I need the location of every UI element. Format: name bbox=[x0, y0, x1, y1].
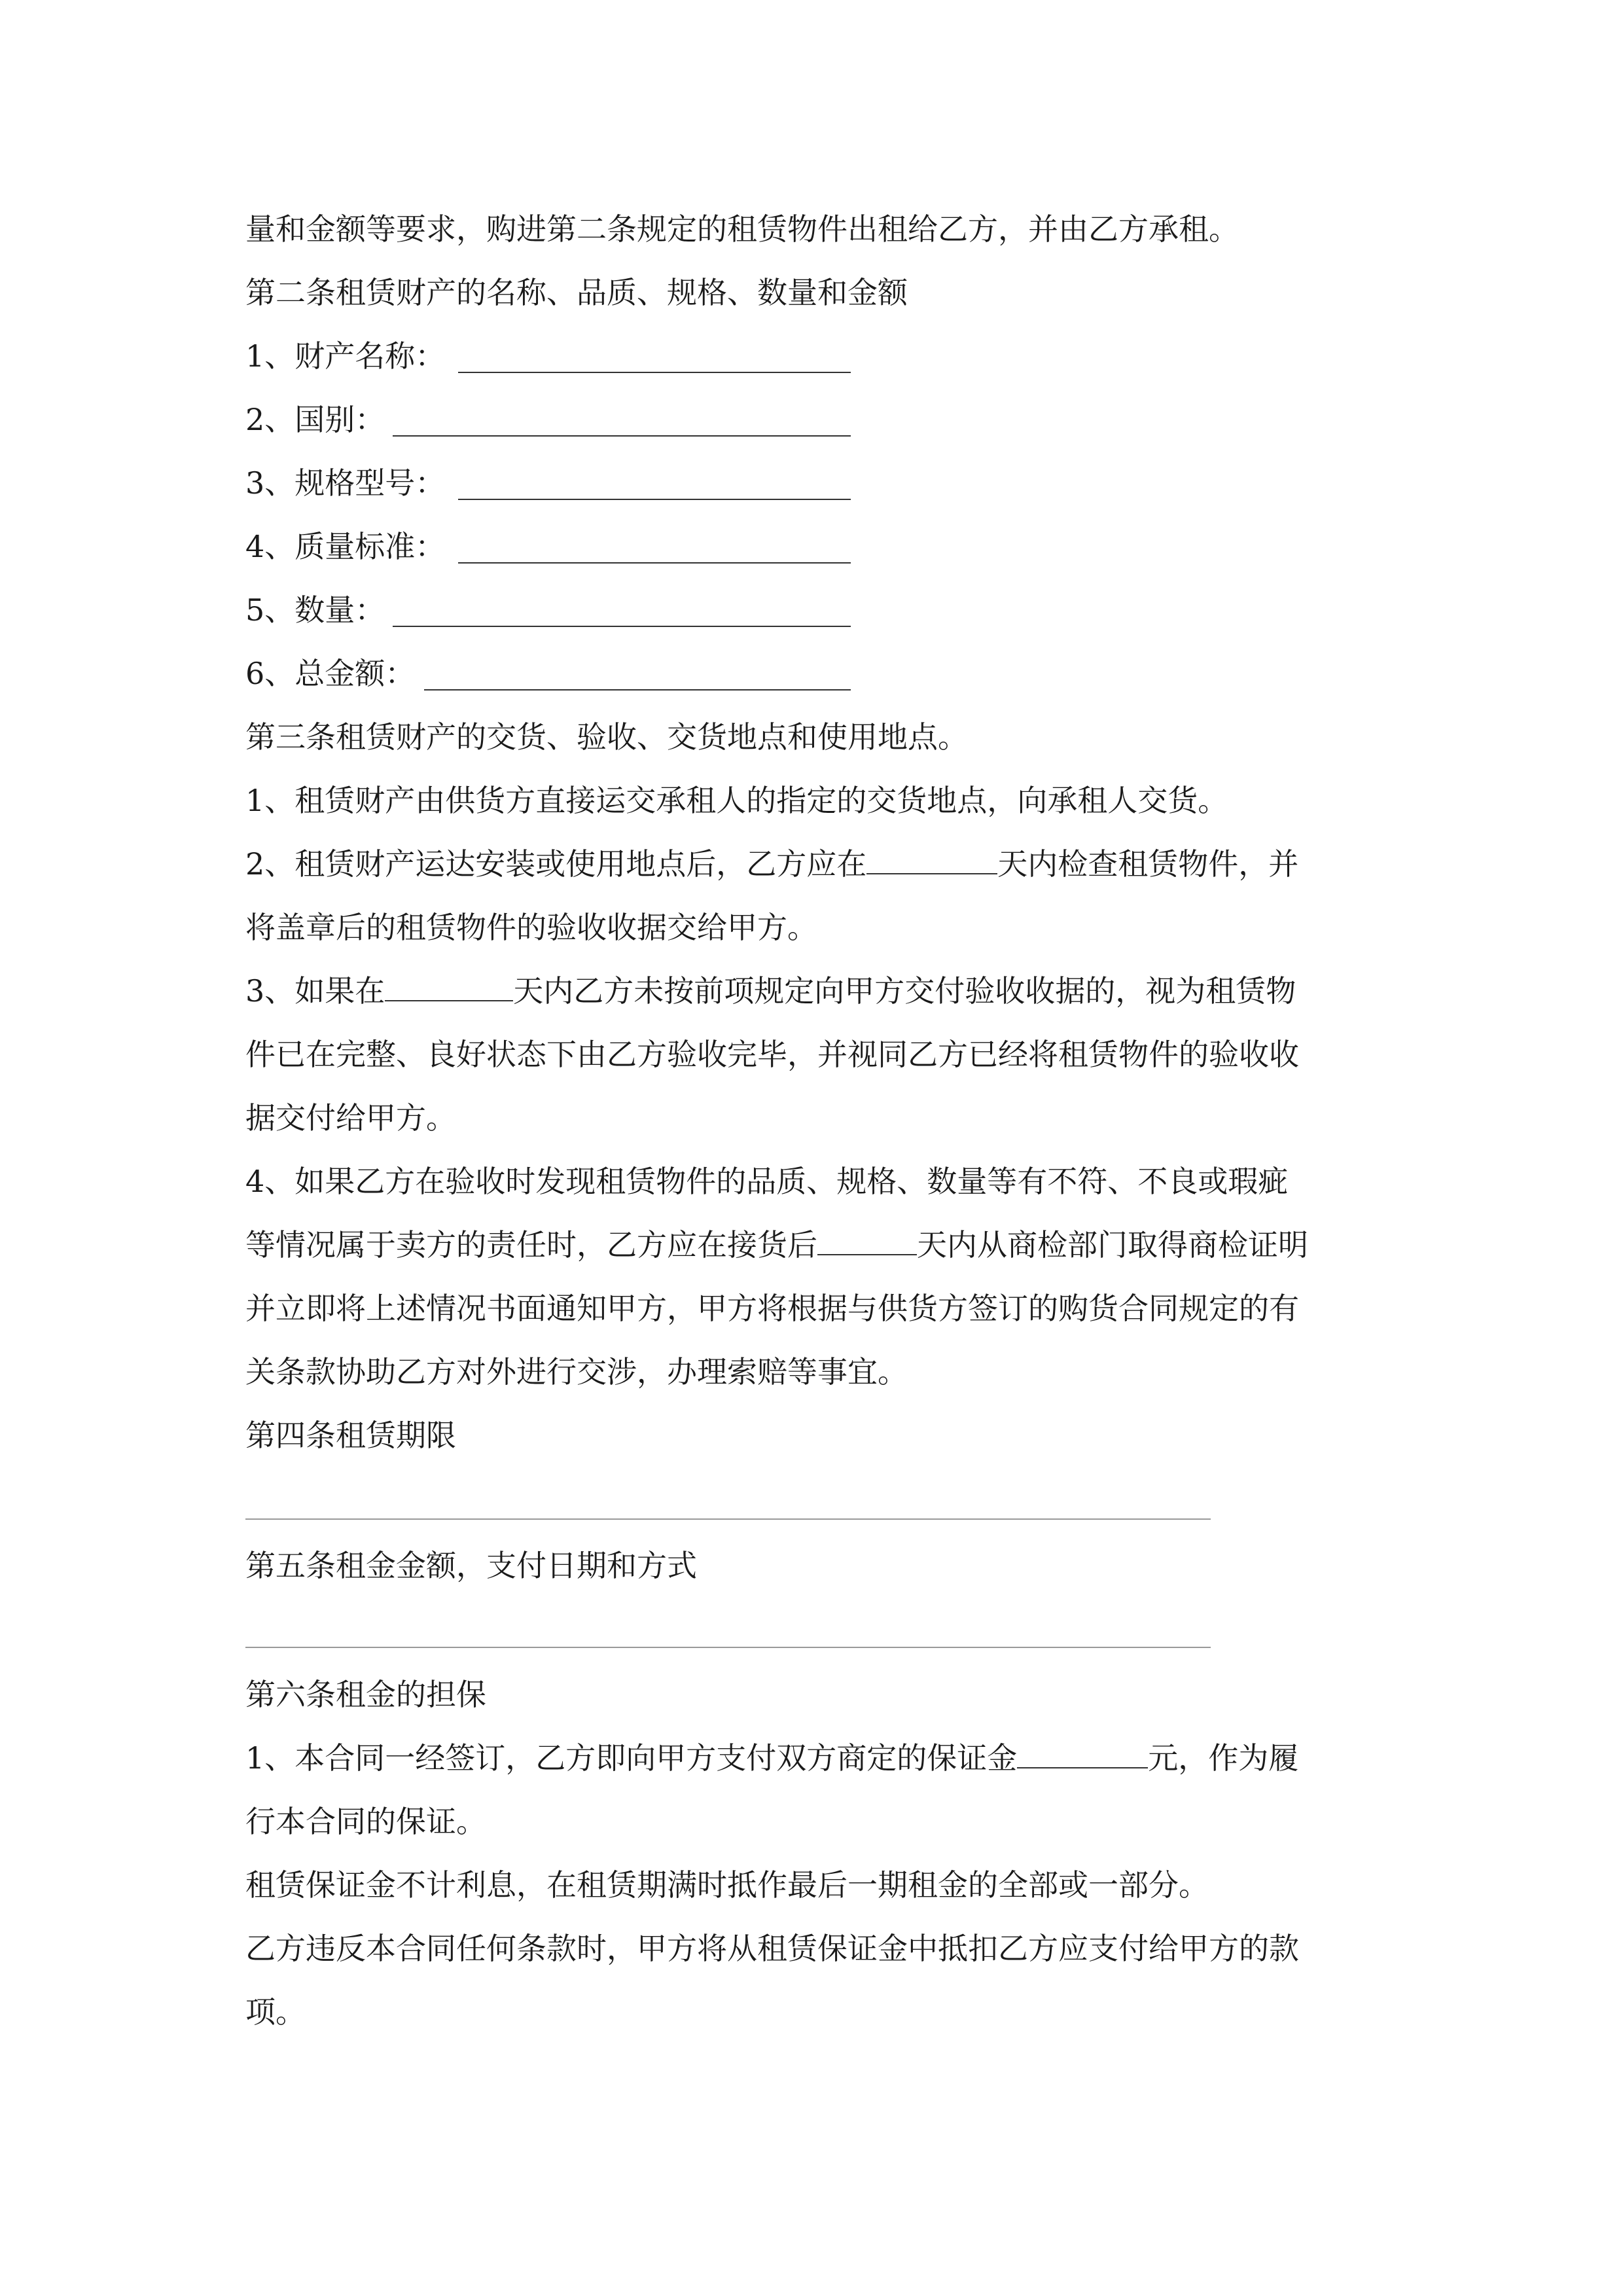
paragraph-line bbox=[245, 1225, 1308, 1265]
paragraph-line: 乙方违反本合同任何条款时，甲方将从租赁保证金中抵扣乙方应支付给甲方的款 bbox=[245, 1931, 1299, 1966]
paragraph-line bbox=[245, 844, 1298, 884]
field-label-model: 3、规格型号： bbox=[245, 465, 446, 501]
paragraph-line: 据交付给甲方。 bbox=[245, 1100, 456, 1136]
field-label-quantity: 5、数量： bbox=[245, 592, 385, 628]
fill-line-lease-term[interactable] bbox=[245, 1518, 1211, 1520]
fill-blank-days[interactable] bbox=[817, 1225, 917, 1255]
paragraph-line: 4、如果乙方在验收时发现租赁物件的品质、规格、数量等有不符、不良或瑕疵 bbox=[245, 1164, 1289, 1199]
paragraph-line: 将盖章后的租赁物件的验收收据交给甲方。 bbox=[245, 910, 817, 945]
fill-line-rent-amount[interactable] bbox=[245, 1647, 1211, 1648]
fill-blank-days[interactable] bbox=[385, 971, 513, 1001]
text-segment: 天内乙方未按前项规定向甲方交付验收收据的，视为租赁物 bbox=[513, 973, 1296, 1009]
paragraph-line: 件已在完整、良好状态下由乙方验收完毕，并视同乙方已经将租赁物件的验收收 bbox=[245, 1037, 1299, 1072]
field-label-property-name: 1、财产名称： bbox=[245, 338, 446, 374]
paragraph-line: 租赁保证金不计利息，在租赁期满时抵作最后一期租金的全部或一部分。 bbox=[245, 1867, 1209, 1903]
paragraph-line bbox=[245, 971, 1296, 1011]
fill-line-property-name[interactable] bbox=[458, 372, 851, 373]
field-label-total-amount: 6、总金额： bbox=[245, 656, 416, 691]
field-label-country: 2、国别： bbox=[245, 402, 385, 437]
paragraph-line: 并立即将上述情况书面通知甲方，甲方将根据与供货方签订的购货合同规定的有 bbox=[245, 1291, 1299, 1326]
paragraph-line: 行本合同的保证。 bbox=[245, 1804, 486, 1839]
paragraph-line: 项。 bbox=[245, 1994, 306, 2030]
field-label-quality-standard: 4、质量标准： bbox=[245, 529, 446, 564]
fill-line-quality-standard[interactable] bbox=[458, 562, 851, 564]
paragraph-line: 量和金额等要求，购进第二条规定的租赁物件出租给乙方，并由乙方承租。 bbox=[245, 211, 1239, 247]
text-segment: 天内从商检部门取得商检证明 bbox=[917, 1227, 1308, 1263]
text-segment: 天内检查租赁物件，并 bbox=[997, 846, 1299, 882]
fill-line-model[interactable] bbox=[458, 499, 851, 500]
article-3-heading: 第三条租赁财产的交货、验收、交货地点和使用地点。 bbox=[245, 719, 968, 755]
text-segment: 元，作为履 bbox=[1148, 1740, 1299, 1776]
text-segment: 2、租赁财产运达安装或使用地点后，乙方应在 bbox=[245, 846, 867, 882]
text-segment: 等情况属于卖方的责任时，乙方应在接货后 bbox=[245, 1227, 817, 1263]
paragraph-line: 1、租赁财产由供货方直接运交承租人的指定的交货地点，向承租人交货。 bbox=[245, 783, 1228, 818]
paragraph-line: 关条款协助乙方对外进行交涉，办理索赔等事宜。 bbox=[245, 1354, 908, 1390]
fill-blank-days[interactable] bbox=[866, 844, 997, 874]
paragraph-line bbox=[245, 1738, 1298, 1778]
fill-line-quantity[interactable] bbox=[393, 626, 851, 627]
article-4-heading: 第四条租赁期限 bbox=[245, 1418, 456, 1453]
article-6-heading: 第六条租金的担保 bbox=[245, 1677, 486, 1712]
article-5-heading: 第五条租金金额，支付日期和方式 bbox=[245, 1548, 697, 1583]
article-2-heading: 第二条租赁财产的名称、品质、规格、数量和金额 bbox=[245, 275, 908, 310]
text-segment: 1、本合同一经签订，乙方即向甲方支付双方商定的保证金 bbox=[245, 1740, 1018, 1776]
fill-blank-deposit[interactable] bbox=[1017, 1738, 1148, 1768]
fill-line-country[interactable] bbox=[393, 435, 851, 437]
fill-line-total-amount[interactable] bbox=[424, 689, 851, 691]
text-segment: 3、如果在 bbox=[245, 973, 385, 1009]
